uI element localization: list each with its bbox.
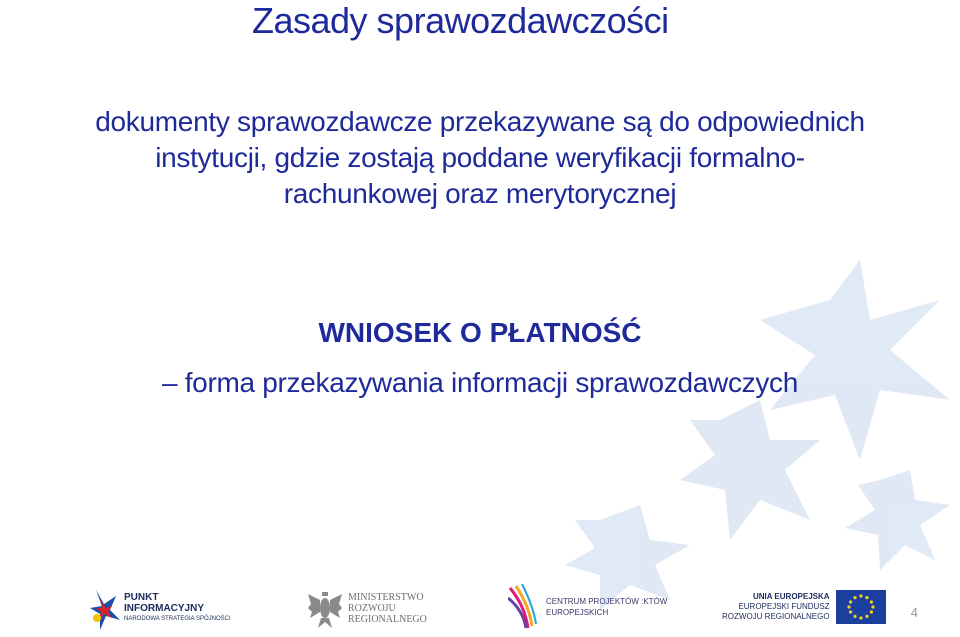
intro-line-1: dokumenty sprawozdawcze przekazywane są do odpowiednich: [95, 106, 865, 137]
intro-line-2: instytucji, gdzie zostają poddane weryfikacji formalno-: [155, 142, 805, 173]
cpe-swoosh-icon: [508, 584, 544, 630]
logo-centrum-line2: EUROPEJSKICH: [546, 608, 609, 617]
logo-ministerstwo-line1: MINISTERSTWO: [348, 591, 424, 603]
logo-ministerstwo-line3: REGIONALNEGO: [348, 613, 427, 625]
logo-punkt-informacyjny: [90, 586, 231, 630]
section-subline: – forma przekazywania informacji sprawozdawczych: [161, 367, 799, 398]
logo-unia-europejska: [722, 590, 886, 624]
logo-centrum-line1: CENTRUM PROJEKTÓW :KTÓW: [546, 597, 668, 606]
logo-punkt-line3: NARODOWA STRATEGIA SPÓJNOŚCI: [124, 615, 231, 622]
intro-paragraph: [60, 104, 900, 212]
section-heading: WNIOSEK O PŁATNOŚĆ: [318, 317, 642, 348]
page-number: 4: [910, 605, 918, 620]
nss-star-icon: [90, 586, 120, 630]
logo-punkt-line2: INFORMACYJNY: [124, 602, 205, 614]
slide-title: Zasady sprawozdawczości: [252, 0, 669, 41]
logo-ue-line3: ROZWOJU REGIONALNEGO: [722, 612, 830, 621]
logo-centrum-projektow: [508, 584, 667, 630]
logo-ue-line1: UNIA EUROPEJSKA: [752, 592, 830, 601]
logo-ministerstwo: [308, 588, 427, 628]
logo-ministerstwo-line2: ROZWOJU: [348, 602, 396, 614]
intro-line-3: rachunkowej oraz merytorycznej: [283, 178, 677, 209]
eu-flag-icon: [836, 590, 886, 624]
logo-ue-line2: EUROPEJSKI FUNDUSZ: [738, 602, 830, 611]
logo-punkt-line1: PUNKT: [124, 591, 159, 603]
polish-eagle-emblem-icon: [308, 588, 342, 628]
footer-logos: [0, 578, 960, 637]
